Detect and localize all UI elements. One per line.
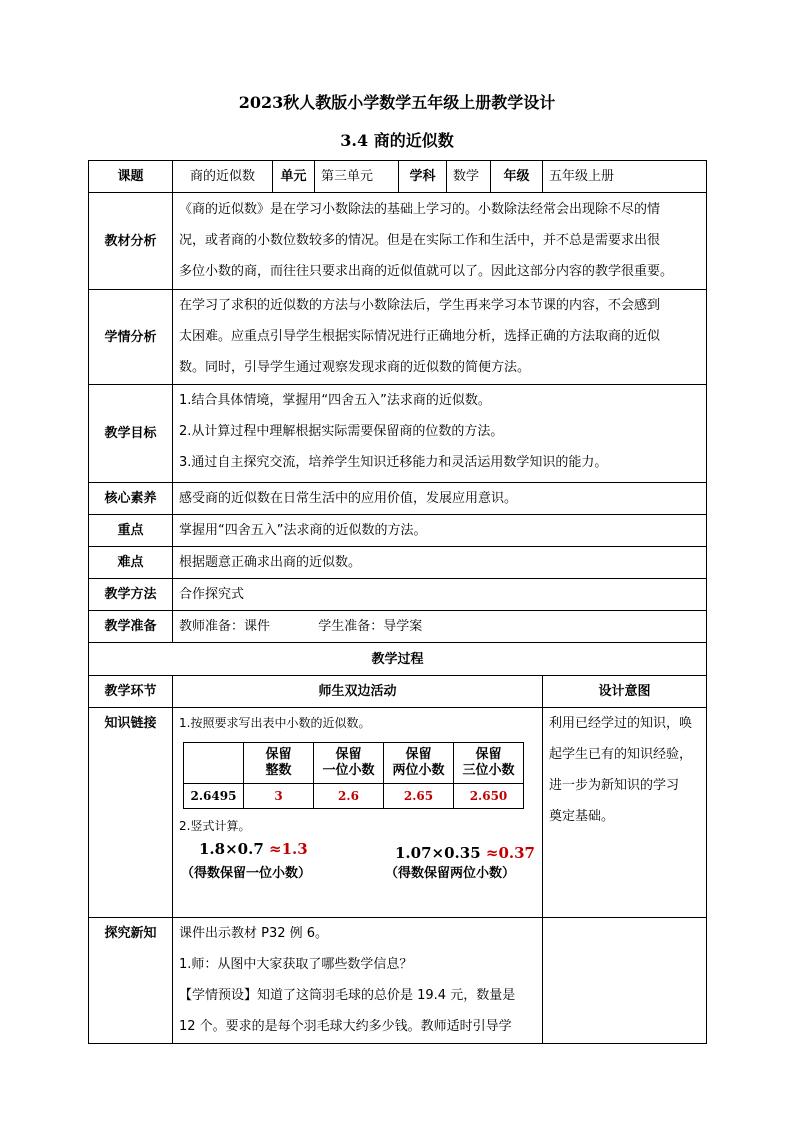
approx-header-cell: 保留 三位小数 [454,743,524,784]
topic-label: 课题 [89,161,173,193]
goals-text [173,385,707,483]
process-title: 教学过程 [89,643,707,676]
approx-header-cell: 保留 一位小数 [314,743,384,784]
intent-line: 起学生已有的知识经验， [549,747,693,762]
analysis-label: 教材分析 [89,193,173,290]
key-text: 掌握用“四舍五入”法求商的近似数的方法。 [173,515,707,547]
unit-label: 单元 [273,161,315,193]
process-col-intent: 设计意图 [543,676,707,708]
explore-line: 1.师：从图中大家获取了哪些数学信息？ [179,957,413,972]
subject-value: 数学 [447,161,491,193]
link-task1: 1.按照要求写出表中小数的近似数。 [179,716,371,730]
approx-number-cell: 2.6495 [184,784,244,809]
explore-activity [173,918,543,1044]
learner-text [173,290,707,385]
calc2-expression: 1.07×0.35 ≈0.37 [395,844,535,862]
method-row [89,579,707,611]
explore-line: 12 个。要求的是每个羽毛球大约多少钱。教师适时引导学 [179,1019,512,1034]
approx-table [183,742,524,809]
explore-row [89,918,707,1044]
approx-value-row [184,784,524,809]
approx-corner-cell [184,743,244,784]
calc2-note: （得数保留两位小数） [385,866,516,881]
prep-label: 教学准备 [89,611,173,643]
link-row [89,708,707,918]
key-row [89,515,707,547]
lesson-plan-table [88,160,707,1044]
learner-line: 太困难。应重点引导学生根据实际情况进行正确地分析，选择正确的方法取商的近似 [179,329,661,344]
approx-value-cell: 2.6 [314,784,384,809]
process-col-stage: 教学环节 [89,676,173,708]
link-activity [173,708,543,918]
goals-row [89,385,707,483]
calc1-note: （得数保留一位小数） [181,866,312,881]
key-label: 重点 [89,515,173,547]
difficulty-label: 难点 [89,547,173,579]
difficulty-text: 根据题意正确求出商的近似数。 [173,547,707,579]
learner-row [89,290,707,385]
difficulty-row [89,547,707,579]
intent-line: 奠定基础。 [549,809,615,824]
approx-header-row [184,743,524,784]
document-title: 2023秋人教版小学数学五年级上册教学设计 [238,93,556,112]
lesson-subtitle: 3.4 商的近似数 [340,131,454,150]
intent-line: 进一步为新知识的学习 [549,778,680,793]
process-col-activity: 师生双边活动 [173,676,543,708]
goal-line: 1.结合具体情境，掌握用“四舍五入”法求商的近似数。 [179,393,491,408]
analysis-line: 况，或者商的小数位数较多的情况。但是在实际工作和生活中，并不总是需要求出很 [179,233,661,248]
literacy-text: 感受商的近似数在日常生活中的应用价值，发展应用意识。 [173,483,707,515]
prep-text [173,611,707,643]
link-task2: 2.竖式计算。 [179,819,251,833]
subject-label: 学科 [399,161,447,193]
method-label: 教学方法 [89,579,173,611]
analysis-row [89,193,707,290]
grade-label: 年级 [491,161,543,193]
prep-row [89,611,707,643]
goals-label: 教学目标 [89,385,173,483]
approx-header-cell: 保留 两位小数 [384,743,454,784]
link-label: 知识链接 [89,708,173,918]
approx-value-cell: 2.65 [384,784,454,809]
goal-line: 2.从计算过程中理解根据实际需要保留商的位数的方法。 [179,424,504,439]
analysis-text [173,193,707,290]
approx-value-cell: 2.650 [454,784,524,809]
explore-intent [543,918,707,1044]
approx-header-cell: 保留 整数 [244,743,314,784]
analysis-line: 多位小数的商，而往往只要求出商的近似值就可以了。因此这部分内容的教学很重要。 [179,264,674,279]
teacher-prep: 教师准备：课件 [179,619,271,634]
calc-examples [179,839,536,901]
link-intent [543,708,707,918]
method-text: 合作探究式 [173,579,707,611]
intent-line: 利用已经学过的知识，唤 [549,716,693,731]
student-prep: 学生准备：导学案 [318,619,423,634]
process-header-row [89,676,707,708]
calc2-result: ≈0.37 [485,844,535,862]
learner-label: 学情分析 [89,290,173,385]
unit-value: 第三单元 [315,161,399,193]
explore-line: 课件出示教材 P32 例 6。 [179,926,329,941]
approx-value-cell: 3 [244,784,314,809]
literacy-row [89,483,707,515]
learner-line: 在学习了求积的近似数的方法与小数除法后，学生再来学习本节课的内容，不会感到 [179,298,661,313]
literacy-label: 核心素养 [89,483,173,515]
calc1-expression: 1.8×0.7 ≈1.3 [199,840,308,858]
goal-line: 3.通过自主探究交流，培养学生知识迁移能力和灵活运用数学知识的能力。 [179,455,608,470]
explore-line: 【学情预设】知道了这筒羽毛球的总价是 19.4 元，数量是 [179,988,516,1003]
calc1-result: ≈1.3 [269,840,308,858]
learner-line: 数。同时，引导学生通过观察发现求商的近似数的简便方法。 [179,360,531,375]
process-title-row [89,643,707,676]
topic-value: 商的近似数 [173,161,273,193]
header-row [89,161,707,193]
grade-value: 五年级上册 [543,161,707,193]
explore-label: 探究新知 [89,918,173,1044]
analysis-line: 《商的近似数》是在学习小数除法的基础上学习的。小数除法经常会出现除不尽的情 [179,202,661,217]
